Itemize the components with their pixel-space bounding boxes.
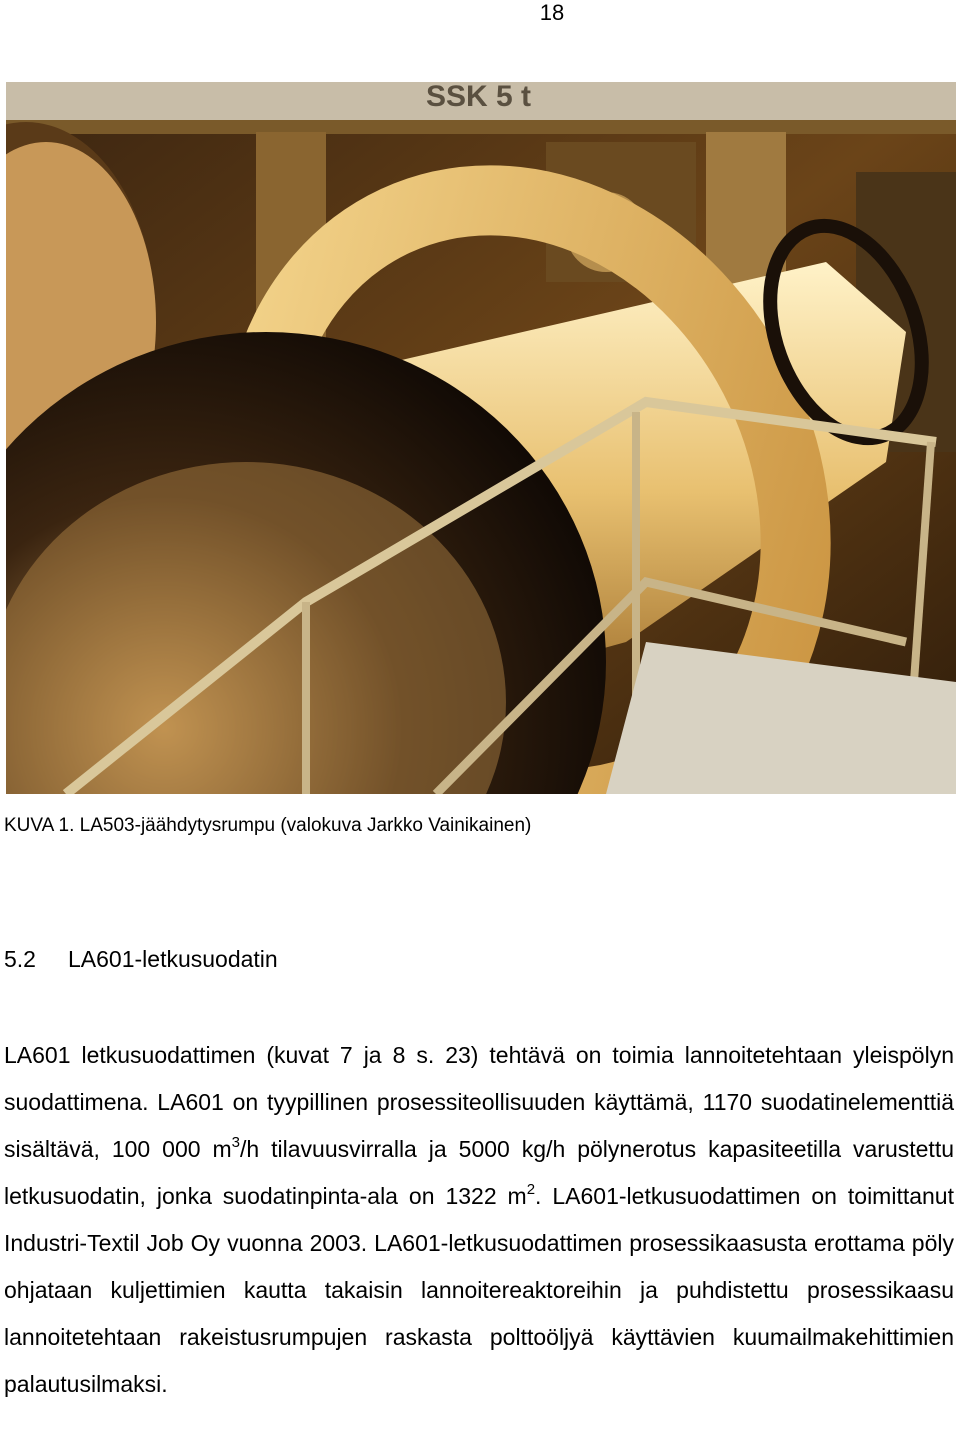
section-title: LA601-letkusuodatin: [68, 946, 278, 972]
cooling-drum-photo: [6, 82, 956, 794]
paragraph-text-2: /h tilavuusvirralla ja 5000 kg/h pölynerotus kapasiteetilla varustettu letkusuodatin, jonka suodatinpinta-ala on 1322 m: [4, 1136, 955, 1209]
paragraph-text-1: LA601 letkusuodattimen (kuvat 7 ja 8 s. 23) tehtävä on toimia lannoitetehtaan yleispölyn suodattimena. LA601 on tyypillinen prosessiteollisuuden käyttämä, 1170 suodatinelementtiä sisältävä, 100 000 m: [4, 1042, 954, 1162]
body-paragraph: [4, 1032, 954, 1408]
page-number: 18: [539, 0, 565, 25]
figure-caption: KUVA 1. LA503-jäähdytysrumpu (valokuva Jarkko Vainikainen): [4, 815, 532, 836]
cooling-drum-illustration: [6, 82, 956, 794]
drum-stencil-text: SSK 5 t: [426, 82, 532, 113]
superscript-square: 2: [526, 1181, 536, 1198]
superscript-cubic: 3: [231, 1134, 240, 1151]
section-heading: [4, 942, 278, 976]
paragraph-text-3: . LA601-letkusuodattimen on toimittanut Industri-Textil Job Oy vuonna 2003. LA601-letkusuodattimen prosessikaasusta erottama pöly ohjataan kuljettimien kautta takaisin lannoitereaktoreihin ja puhdistettu prosessikaasu lannoitetehtaan rakeistusrumpujen raskasta polttoöljyä käyttävien kuumailmakehittimien palautusilmaksi.: [4, 1183, 954, 1397]
section-number: 5.2: [4, 946, 36, 972]
